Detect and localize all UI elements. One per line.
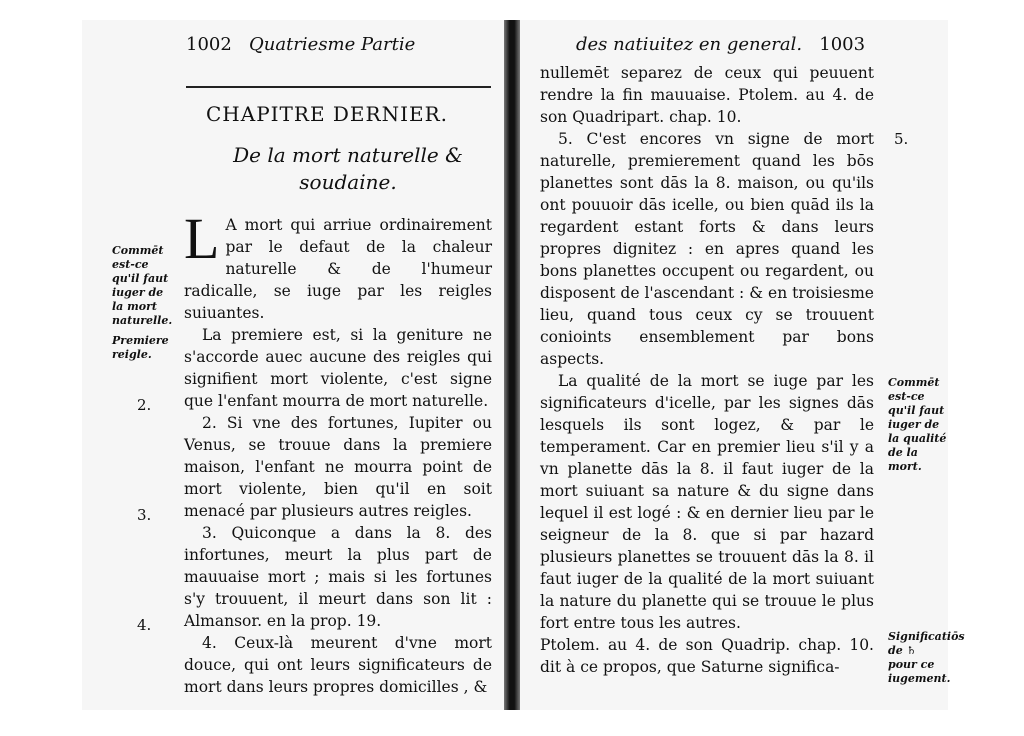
marginal-note: Commēt est-ce qu'il faut iuger de la mort naturelle. — [112, 244, 173, 327]
paragraph: 2. Si vne des fortunes, Iupiter ou Venus, se trouue dans la premiere maison, l'enfant ne mourra point de mort violente, bien qu'il en soit menacé par plusieurs autres reigles. — [184, 414, 492, 520]
header-rule — [186, 86, 491, 88]
right-body-text — [540, 62, 874, 678]
paragraph: Ptolem. au 4. de son Quadrip. chap. 10. dit à ce propos, que Saturne significa- — [540, 636, 874, 676]
left-page — [82, 20, 504, 710]
marginal-number: 3. — [137, 506, 152, 524]
marginal-note: Premiere reigle. — [112, 334, 169, 361]
right-running-head: des natiuitez en general. — [576, 34, 803, 55]
book-spread — [82, 20, 965, 710]
paragraph: 4. Ceux-là meurent d'vne mort douce, qui ont leurs significateurs de mort dans leurs propres domicilles , & — [184, 634, 492, 696]
left-page-header — [186, 34, 415, 55]
chapter-heading: CHAPITRE DERNIER. — [206, 102, 449, 126]
paragraph: nullemēt separez de ceux qui peuuent rendre la fin mauuaise. Ptolem. au 4. de son Quadripart. chap. 10. — [540, 64, 874, 126]
right-page — [520, 20, 965, 710]
paragraph: 3. Quiconque a dans la 8. des infortunes, meurt la plus part de mauuaise mort ; mais si les fortunes s'y trouuent, il meurt dans son lit : Almansor. en la prop. 19. — [184, 524, 492, 630]
marginal-number: 4. — [137, 616, 152, 634]
marginal-note: Commēt est-ce qu'il faut iuger de la qualité de la mort. — [888, 376, 947, 473]
right-page-header — [576, 34, 865, 55]
book-gutter — [504, 20, 520, 710]
paragraph: La premiere est, si la geniture ne s'accorde auec aucune des reigles qui signifient mort violente, c'est signe que l'enfant mourra de mort naturelle. — [184, 326, 492, 410]
right-page-number: 1003 — [819, 34, 866, 55]
paragraph: La qualité de la mort se iuge par les significateurs d'icelle, par les signes dās lesquels ils sont logez, & par le temperament. Car en premier lieu s'il y a vn planette dās la 8. il faut iuger de la mort suiuant sa nature & du signe dans lequel il est logé : & en dernier lieu par le seigneur de la 8. que si par hazard plusieurs planettes se trouuent dās la 8. il faut iuger de la qualité de la mort suiuant la nature du planette qui se trouue le plus fort entre tous les autres. — [540, 372, 874, 632]
chapter-title: De la mort naturelle & soudaine. — [233, 143, 463, 194]
marginal-number: 2. — [137, 396, 152, 414]
marginal-note: Significatiōs de ♄ pour ce iugement. — [888, 630, 965, 685]
drop-cap: L — [184, 206, 220, 271]
left-running-head: Quatriesme Partie — [248, 34, 416, 55]
paragraph: 5. C'est encores vn signe de mort naturelle, premierement quand les bōs planettes sont dās la 8. maison, ou qu'ils ont pouuoir dās icelle, ou bien quād ils la regardent estant forts & dans leurs propres dignitez : en apres quand les bons planettes occupent ou regardent, ou disposent de l'ascendant : & en troisiesme lieu, quand tous ceux cy se trouuent conioints ensemblement par bons aspects. — [540, 130, 874, 368]
left-page-number: 1002 — [186, 34, 232, 55]
paragraph: A mort qui arriue ordinairement par le defaut de la chaleur naturelle & de l'humeur radicalle, se iuge par les reigles suiuantes. — [184, 216, 492, 322]
marginal-number: 5. — [894, 130, 909, 148]
left-body-text — [184, 206, 492, 698]
